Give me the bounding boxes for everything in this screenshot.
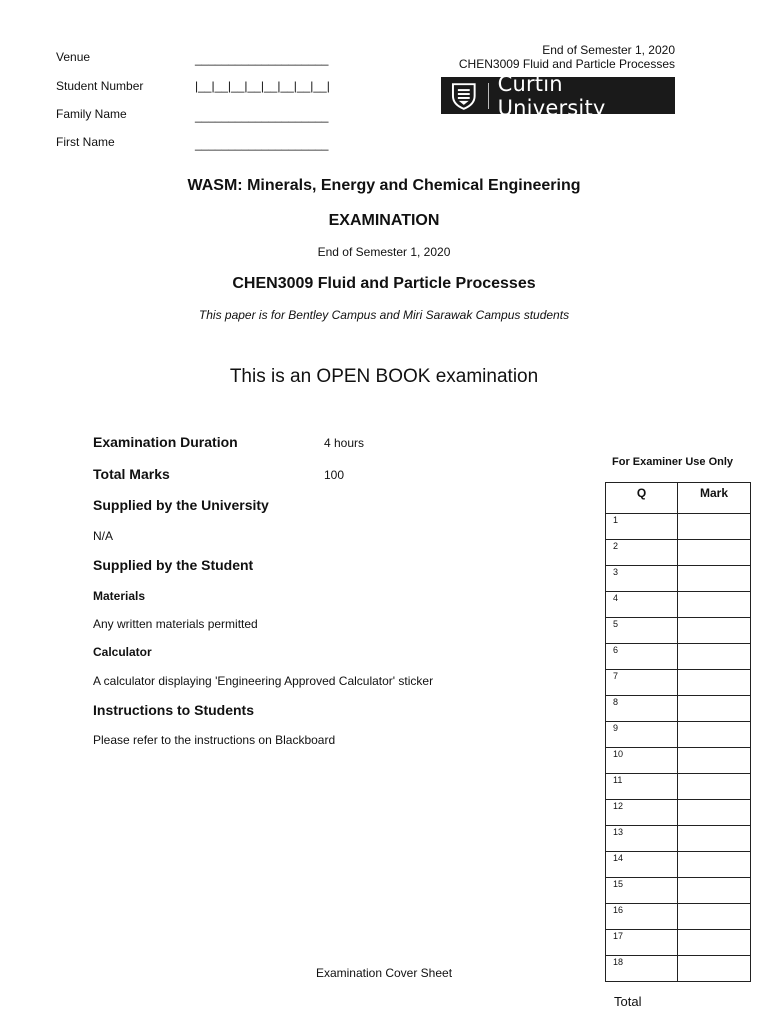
student-number-boxes[interactable]: |__|__|__|__|__|__|__|__| (195, 79, 330, 93)
question-number: 9 (606, 722, 678, 748)
table-row (606, 852, 751, 878)
exam-semester: End of Semester 1, 2020 (317, 245, 451, 259)
total-label: Total (614, 994, 642, 1009)
table-row (606, 566, 751, 592)
exam-title: EXAMINATION (328, 212, 440, 229)
mark-cell[interactable] (678, 878, 751, 904)
header-unit: CHEN3009 Fluid and Particle Processes (458, 57, 675, 71)
column-q-header: Q (606, 483, 678, 514)
mark-cell[interactable] (678, 930, 751, 956)
mark-cell[interactable] (678, 800, 751, 826)
examiner-marks-table (605, 482, 751, 982)
supplied-university-label: Supplied by the University (93, 497, 269, 513)
table-row (606, 722, 751, 748)
mark-cell[interactable] (678, 540, 751, 566)
instructions-value: Please refer to the instructions on Blackboard (93, 733, 336, 747)
mark-cell[interactable] (678, 566, 751, 592)
mark-cell[interactable] (678, 722, 751, 748)
table-row (606, 514, 751, 540)
mark-cell[interactable] (678, 826, 751, 852)
first-name-line[interactable]: ____________________ (195, 137, 329, 151)
question-number: 5 (606, 618, 678, 644)
table-row (606, 826, 751, 852)
table-row (606, 696, 751, 722)
mark-cell[interactable] (678, 644, 751, 670)
question-number: 7 (606, 670, 678, 696)
duration-value: 4 hours (324, 436, 365, 450)
question-number: 11 (606, 774, 678, 800)
table-row (606, 878, 751, 904)
table-row (606, 670, 751, 696)
table-row (606, 540, 751, 566)
table-row (606, 618, 751, 644)
materials-label: Materials (93, 589, 146, 603)
question-number: 17 (606, 930, 678, 956)
question-number: 14 (606, 852, 678, 878)
table-row (606, 644, 751, 670)
question-number: 4 (606, 592, 678, 618)
mark-cell[interactable] (678, 514, 751, 540)
table-row (606, 748, 751, 774)
supplied-student-label: Supplied by the Student (93, 557, 254, 573)
question-number: 15 (606, 878, 678, 904)
table-row (606, 904, 751, 930)
question-number: 3 (606, 566, 678, 592)
school-title: WASM: Minerals, Energy and Chemical Engineering (187, 177, 581, 194)
footer-label: Examination Cover Sheet (315, 966, 453, 980)
curtin-logo (441, 71, 675, 120)
mark-cell[interactable] (678, 904, 751, 930)
mark-cell[interactable] (678, 748, 751, 774)
logo-divider (488, 83, 489, 109)
calculator-value: A calculator displaying 'Engineering Approved Calculator' sticker (93, 674, 434, 688)
family-name-line[interactable]: ____________________ (195, 109, 329, 123)
total-marks-value: 100 (324, 468, 345, 482)
question-number: 2 (606, 540, 678, 566)
examiner-use-title: For Examiner Use Only (612, 456, 734, 468)
table-row (606, 592, 751, 618)
logo-text: Curtin University (497, 71, 606, 120)
total-marks-label: Total Marks (93, 466, 170, 482)
duration-label: Examination Duration (93, 434, 238, 450)
instructions-label: Instructions to Students (93, 702, 254, 718)
table-row (606, 774, 751, 800)
open-book-notice: This is an OPEN BOOK examination (229, 366, 539, 387)
question-number: 12 (606, 800, 678, 826)
venue-line[interactable]: ____________________ (195, 52, 329, 66)
materials-value: Any written materials permitted (93, 617, 258, 631)
unit-title: CHEN3009 Fluid and Particle Processes (232, 275, 536, 292)
mark-cell[interactable] (678, 852, 751, 878)
table-row (606, 930, 751, 956)
question-number: 10 (606, 748, 678, 774)
table-row (606, 800, 751, 826)
mark-cell[interactable] (678, 774, 751, 800)
student-number-label: Student Number (56, 79, 144, 93)
question-number: 18 (606, 956, 678, 982)
first-name-label: First Name (56, 135, 115, 149)
mark-cell[interactable] (678, 696, 751, 722)
family-name-label: Family Name (56, 107, 127, 121)
calculator-label: Calculator (93, 645, 152, 659)
campus-note: This paper is for Bentley Campus and Miri Sarawak Campus students (198, 308, 570, 322)
mark-cell[interactable] (678, 670, 751, 696)
question-number: 1 (606, 514, 678, 540)
header-semester: End of Semester 1, 2020 (542, 43, 675, 57)
mark-cell[interactable] (678, 618, 751, 644)
mark-cell[interactable] (678, 592, 751, 618)
question-number: 13 (606, 826, 678, 852)
question-number: 16 (606, 904, 678, 930)
supplied-university-value: N/A (93, 529, 114, 543)
question-number: 8 (606, 696, 678, 722)
question-number: 6 (606, 644, 678, 670)
venue-label: Venue (56, 50, 91, 64)
column-mark-header: Mark (678, 483, 751, 514)
university-crest-icon (450, 82, 478, 110)
